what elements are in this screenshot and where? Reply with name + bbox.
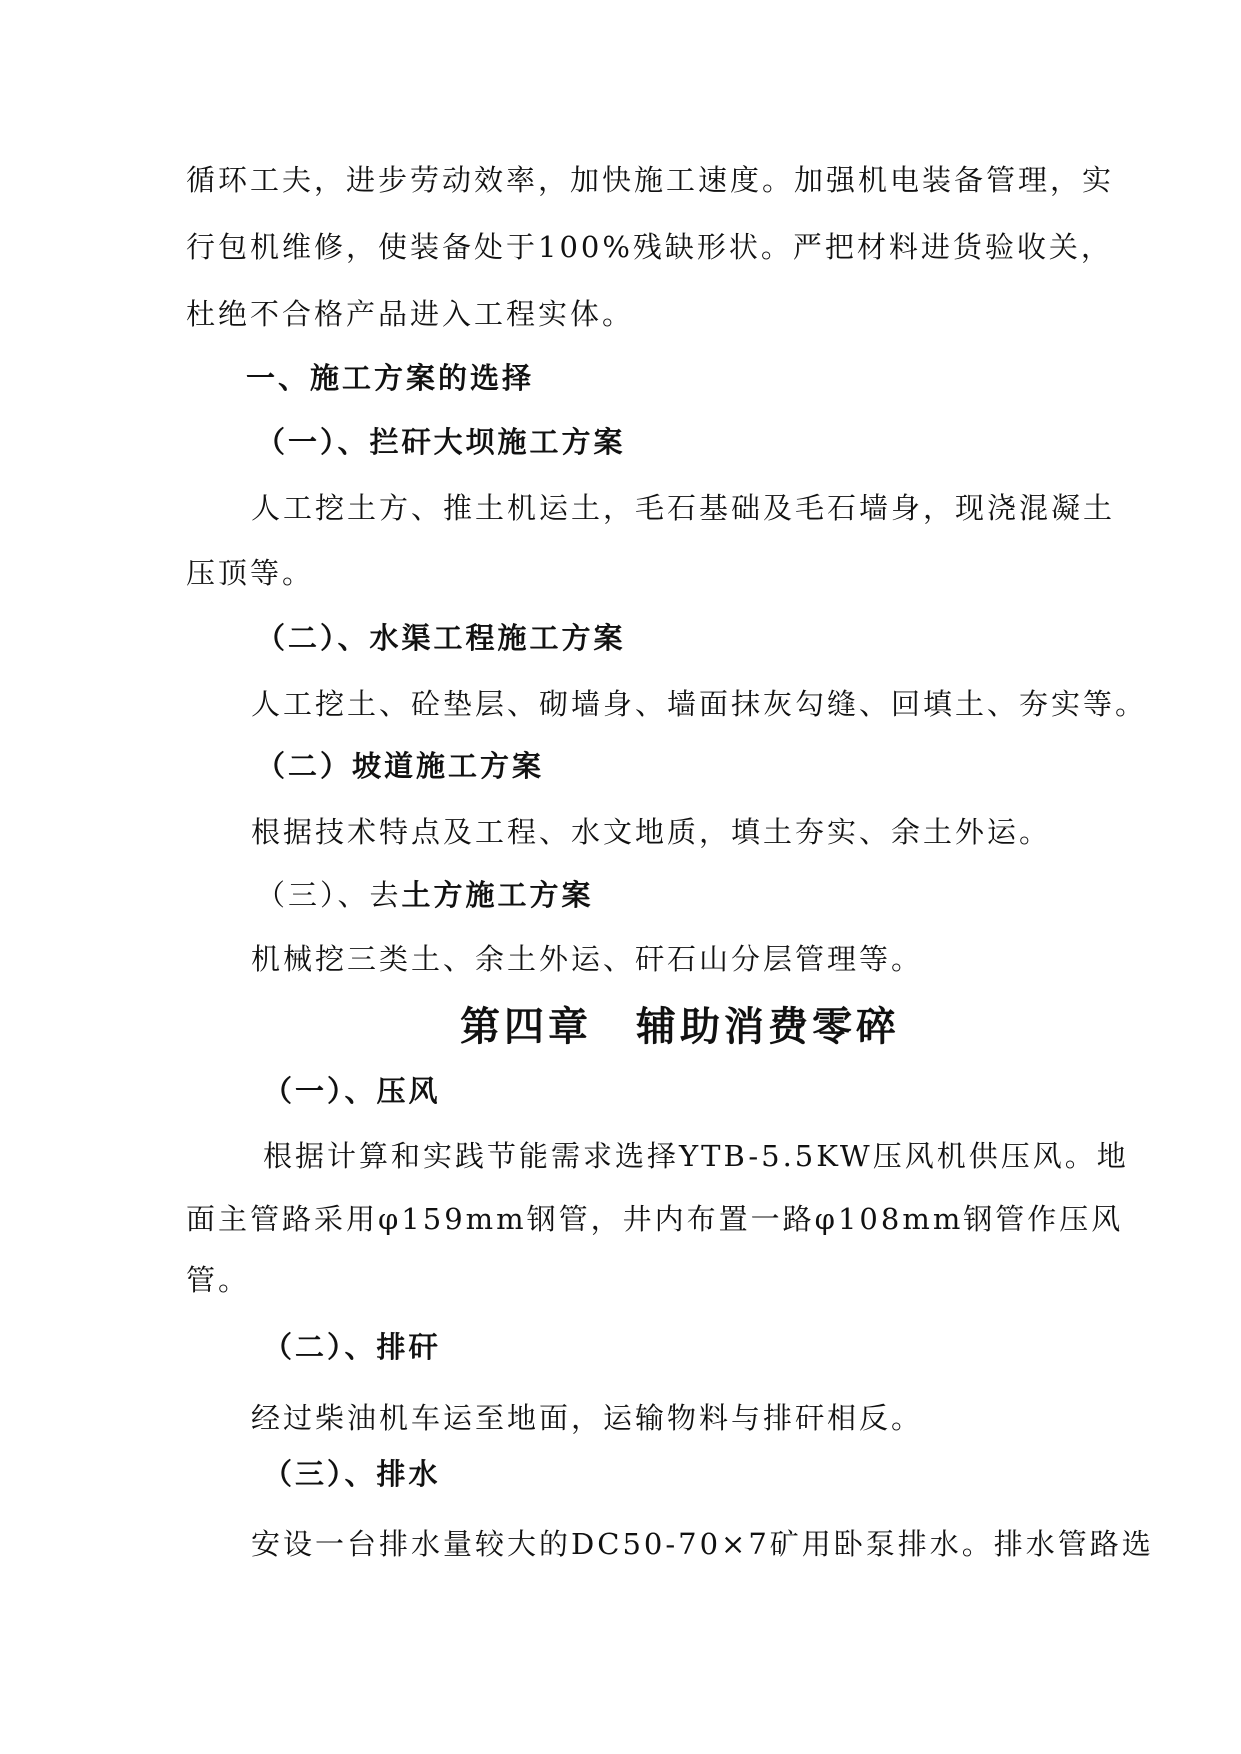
paragraph-line: 根据技术特点及工程、水文地质，填土夯实、余土外运。 xyxy=(251,815,1052,849)
paragraph-line: 杜绝不合格产品进入工程实体。 xyxy=(186,297,635,331)
paragraph-line: 行包机维修，使装备处于100%残缺形状。严把材料进货验收关， xyxy=(186,230,1113,264)
paragraph-line: 机械挖三类土、余土外运、矸石山分层管理等。 xyxy=(251,942,924,976)
paragraph-line: 安设一台排水量较大的DC50-70×7矿用卧泵排水。排水管路选 xyxy=(251,1527,1154,1561)
paragraph-line: 人工挖土方、推土机运土，毛石基础及毛石墙身，现浇混凝土 xyxy=(251,491,1116,525)
subsection-heading: （一）、压风 xyxy=(263,1074,441,1108)
subsection-heading: （三）、排水 xyxy=(263,1457,441,1491)
subsection-heading-prefix: （三）、去 xyxy=(256,878,402,912)
paragraph-line: 经过柴油机车运至地面，运输物料与排矸相反。 xyxy=(251,1401,924,1435)
paragraph-line: 根据计算和实践节能需求选择YTB-5.5KW压风机供压风。地 xyxy=(263,1139,1129,1173)
paragraph-line: 循环工夫，进步劳动效率，加快施工速度。加强机电装备管理，实 xyxy=(186,163,1115,197)
paragraph-line: 压顶等。 xyxy=(186,556,315,590)
paragraph-line: 面主管路采用φ159mm钢管，井内布置一路φ108mm钢管作压风 xyxy=(186,1202,1124,1236)
chapter-title: 第四章 辅助消费零碎 xyxy=(460,1003,900,1050)
subsection-heading: （二）、排矸 xyxy=(263,1330,441,1364)
subsection-heading-rest: 土方施工方案 xyxy=(401,878,594,912)
subsection-heading: （二）坡道施工方案 xyxy=(256,749,545,783)
subsection-heading: （一）、拦矸大坝施工方案 xyxy=(256,425,626,459)
section-heading: 一、施工方案的选择 xyxy=(246,361,535,395)
paragraph-line: 管。 xyxy=(186,1263,251,1297)
paragraph-line: 人工挖土、砼垫层、砌墙身、墙面抹灰勾缝、回填土、夯实等。 xyxy=(251,687,1148,721)
subsection-heading xyxy=(256,877,594,913)
subsection-heading: （二）、水渠工程施工方案 xyxy=(256,621,626,655)
